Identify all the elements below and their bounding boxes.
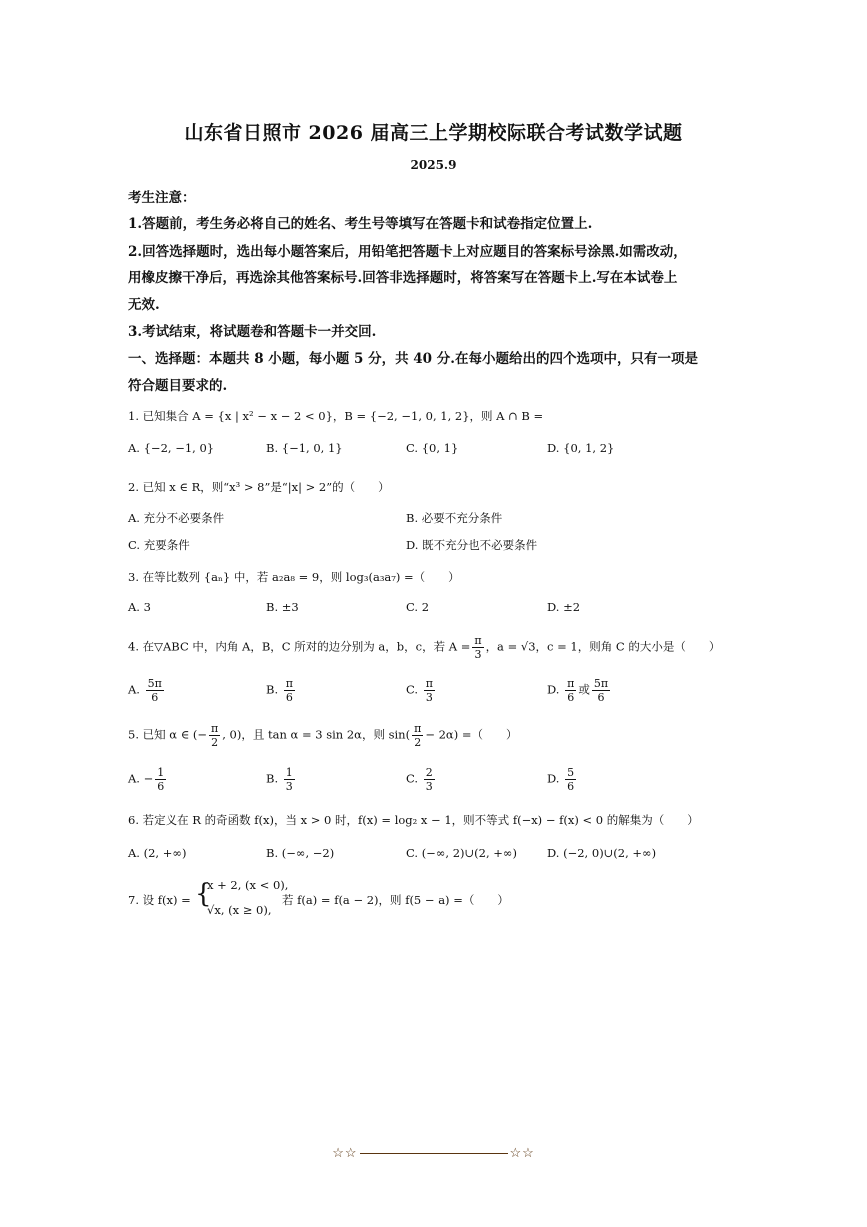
fraction [146,677,164,704]
fraction-denominator: 6 [157,780,165,793]
footer-decoration [0,1146,867,1161]
question-2-option-b: B. 必要不充分条件 [406,511,503,525]
question-5-stem [128,722,517,749]
notes-heading: 考生注意： [128,190,196,206]
fraction-numerator: 1 [157,766,165,779]
section-heading-line-1: 一、选择题：本题共 8 小题，每小题 5 分，共 40 分.在每小题给出的四个选项中，只有一项是 [128,351,698,367]
exam-date: 2025.9 [410,158,457,172]
question-6-option-a: A. (2, +∞) [128,846,187,860]
section-heading-line-2: 符合题目要求的. [128,378,228,394]
option-label: A. [128,682,140,697]
question-1-option-b: B. {−1, 0, 1} [266,441,343,455]
option-label: A. − [128,771,154,786]
question-4-option-a [128,677,166,704]
fraction-numerator: 1 [285,766,293,779]
option-label: D. [547,771,560,786]
option-label: B. [266,771,279,786]
question-4-stem-pre: 4. 在▽ABC 中，内角 A，B，C 所对的边分别为 a，b，c，若 A = [128,639,471,654]
fraction-denominator: 3 [425,780,433,793]
question-7-case-1: x + 2, (x < 0), [207,878,289,892]
question-3-stem: 3. 在等比数列 {aₙ} 中，若 a₂a₈ = 9，则 log₃(a₃a₇) =（ ） [128,570,460,584]
footer-divider [360,1153,508,1154]
question-7-case-2: √x, (x ≥ 0), [207,903,272,917]
option-label: B. [266,682,279,697]
question-4-stem-post: ，a = √3，c = 1，则角 C 的大小是（ ） [485,639,721,654]
or-text: 或 [578,682,590,697]
question-1-option-c: C. {0, 1} [406,441,459,455]
note-2-line-3: 无效. [128,297,160,313]
fraction-denominator: 6 [567,780,575,793]
fraction [424,766,435,793]
fraction-denominator: 2 [211,736,219,749]
question-4-option-c [406,677,437,704]
question-4-option-d [547,677,612,704]
option-label: C. [406,682,419,697]
question-2-option-d: D. 既不充分也不必要条件 [406,538,538,552]
fraction-denominator: 3 [474,648,482,661]
fraction [424,677,435,704]
fraction [592,677,610,704]
fraction [472,634,483,661]
fraction-denominator: 3 [425,691,433,704]
fraction-numerator: 5π [147,677,162,690]
question-2-option-c: C. 充要条件 [128,538,190,552]
question-1-option-a: A. {−2, −1, 0} [128,441,215,455]
fraction-numerator: 5 [567,766,575,779]
question-5-option-d [547,766,578,793]
question-6-option-c: C. (−∞, 2)∪(2, +∞) [406,846,517,860]
question-3-option-a: A. 3 [128,600,151,614]
fraction-numerator: 5π [593,677,609,690]
fraction-denominator: 2 [414,736,422,749]
fraction-numerator: π [285,677,293,690]
fraction-denominator: 6 [151,691,159,704]
fraction [284,677,295,704]
question-3-option-d: D. ±2 [547,600,581,614]
question-5-option-b [266,766,297,793]
fraction-denominator: 6 [597,691,605,704]
fraction-denominator: 3 [285,780,293,793]
page-title: 山东省日照市 2026 届高三上学期校际联合考试数学试题 [184,122,683,144]
question-6-stem: 6. 若定义在 R 的奇函数 f(x)，当 x > 0 时，f(x) = log₂ x − 1，则不等式 f(−x) − f(x) < 0 的解集为（ ） [128,813,699,827]
fraction-denominator: 6 [567,691,575,704]
note-2-line-2: 用橡皮擦干净后，再选涂其他答案标号.回答非选择题时，将答案写在答题卡上.写在本试卷上 [128,270,678,286]
fraction-denominator: 6 [285,691,293,704]
question-2-option-a: A. 充分不必要条件 [128,511,225,525]
option-label: D. [547,682,560,697]
option-label: C. [406,771,419,786]
fraction-numerator: π [425,677,433,690]
fraction-numerator: 2 [425,766,433,779]
note-1: 1.答题前，考生务必将自己的姓名、考生号等填写在答题卡和试卷指定位置上. [128,216,593,232]
fraction-numerator: π [414,722,422,735]
fraction [412,722,423,749]
question-7-stem-post: 若 f(a) = f(a − 2)，则 f(5 − a) =（ ） [282,893,509,907]
note-3: 3.考试结束，将试题卷和答题卡一并交回. [128,324,377,340]
question-5-stem-mid: , 0)，且 tan α = 3 sin 2α，则 sin( [222,727,411,742]
footer-stars-right: ☆☆ [509,1146,535,1161]
fraction [284,766,295,793]
brace-symbol: { [195,879,212,909]
question-5-stem-pre: 5. 已知 α ∈ (− [128,727,207,742]
fraction [209,722,220,749]
note-2-line-1: 2.回答选择题时，选出每小题答案后，用铅笔把答题卡上对应题目的答案标号涂黑.如需改动， [128,244,687,260]
fraction [565,766,576,793]
question-1-stem: 1. 已知集合 A = {x | x² − x − 2 < 0}，B = {−2, −1, 0, 1, 2}，则 A ∩ B = [128,409,544,423]
fraction-numerator: π [474,634,482,647]
question-7-stem-pre: 7. 设 f(x) = [128,893,191,907]
fraction [565,677,576,704]
footer-stars-left: ☆☆ [332,1146,358,1161]
question-6-option-d: D. (−2, 0)∪(2, +∞) [547,846,657,860]
fraction-numerator: π [211,722,219,735]
fraction-numerator: π [567,677,575,690]
question-4-option-b [266,677,297,704]
question-3-option-b: B. ±3 [266,600,299,614]
question-5-stem-post: − 2α) =（ ） [425,727,518,742]
question-3-option-c: C. 2 [406,600,430,614]
fraction [155,766,166,793]
question-4-stem [128,634,720,661]
question-2-stem: 2. 已知 x ∈ R，则“x³ > 8”是“|x| > 2”的（ ） [128,480,390,494]
question-5-option-a [128,766,168,793]
question-5-option-c [406,766,437,793]
question-1-option-d: D. {0, 1, 2} [547,441,615,455]
question-6-option-b: B. (−∞, −2) [266,846,335,860]
